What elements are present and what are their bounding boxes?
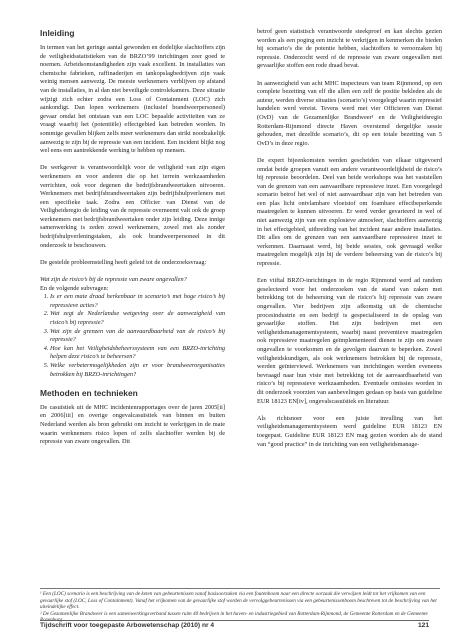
footnote-2: ² De Gezamenlijke Brandweer is een samenwerkingsverband tussen ruim 40 bedrijven in het haven- en industriegebied van Rotterdam-Rijnmond, de Gemeente Rotterdam en de Gemeente Rozenburg.	[40, 610, 428, 624]
paragraph: Een viiftal BRZO-inrichtingen in de regio Rijnmond werd ad random geselecteerd voor het onderzoeken van de stand van zaken met betrekking tot de beheersing van de risico’s bij repressie van zware ongevallen. Vier bedrijven zijn afkomstig uit de chemische procesindustrie en een bedrijf is gespecialiseerd in de opslag van gevaarlijke stoffen. Het zijn bedrijven met een veiligheidsmanagementsysteem, waarbij naast preventieve maatregelen ook repressieve maatregelen geïmplementeerd dienen te zijn om zware ongevallen te voorkomen en de gevolgen daarvan te beperken. Zowel veiligheidskundigen, als ook werknemers betrokken bij de repressie, werden geïnterviewd. Werknemers van inrichtingen werden eveneens bevraagd naar hun visie met betrekking tot de aanvaardbaarheid van risico’s bij repressieve werkzaamheden. Eventuele omissies worden in dit onderzoek voorzien van aanbevelingen gedaan op basis van guideline EUR 18123 EN[iv], ongevalscasuïstiek en literatuur.	[257, 277, 442, 405]
subquestions-intro: En de volgende subvragen:	[40, 284, 109, 292]
left-column	[40, 28, 225, 455]
paragraph: Als richtsnoer voor een juiste invulling van het veiligheidsmanagementsysteem werd guideline EUR 18123 EN toegepast. Guideline EUR 18123 EN mag gezien worden als de stand van “good practice” in de inrichting van een veiligheidsmanage-	[257, 414, 442, 448]
page-number: 121	[417, 622, 429, 629]
paragraph: betrof geen statistisch verantwoorde steekproef en kan slechts gezien worden als een poging een inzicht te verkrijgen in kenmerken die bieden bij scenario’s die de potentie hebben, slachtoffers te veroorzaken bij repressie. Onderzocht werd of de repressie van zware ongevallen met gevaarlijke stoffen een rode draad bevat.	[257, 28, 442, 70]
paragraph: De werkgever is verantwoordelijk voor de veiligheid van zijn eigen werknemers en voor anderen die op het terrein werkzaamheden verrichten, ook voor degenen die bedrijfsbrandweertaken uitvoeren. Werknemers met bedrijfsbrandweertaken zijn bedrijfshulpverleners met een specifieke taak. Zodra een Officier van Dienst van de Veiligheidsregio de leiding van de repressie overneemt valt ook de groep werknemers met bedrijfsbrandweertaken onder zijn leiding. Deze innige samenwerking is zeden zowel werknemers, zowel met als zonder bedrijfshulpverleningstaken, als ook brandweerpersoneel in dit onderzoek te beschouwen.	[40, 164, 225, 249]
section-heading-inleiding: Inleiding	[40, 28, 75, 38]
list-item: 5. Welke verbetermogelijkheden zijn er voor brandweerorganisaties betrokken bij BRZO-inrichtingen?	[50, 362, 225, 379]
journal-title: Tijdschrift voor toegepaste Arbowetenschap (2010) nr 4	[40, 622, 215, 629]
list-item: 3. Wat zijn de grenzen van de aanvaardbaarheid van de risico’s bij repressie?	[50, 328, 225, 345]
list-item: 1. Is er een mate draad herkenbaar in scenario’s met hoge risico’s bij repressieve acties?	[50, 293, 225, 310]
paragraph: De casuïstiek uit de MHC incidentenrapportages over de jaren 2005[ii] en 2006[iii] en overige ongevalcasuïstiek van binnen en buiten Nederland werden als bron gebruikt om inzicht te verkrijgen in de mate waarin werknemers risico lopen of zelfs slachtoffer werden bij de repressie van zware ongevallen. Dit	[40, 403, 225, 446]
section-heading-methoden: Methoden en technieken	[40, 387, 138, 398]
right-column	[257, 28, 442, 458]
paragraph: De gestelde probleemstelling heeft geleid tot de onderzoeksvraag:	[40, 258, 207, 266]
page-footer	[40, 620, 429, 629]
subquestion-list	[40, 293, 225, 379]
research-question: Wat zijn de risico’s bij de repressie van zware ongevallen?	[40, 276, 187, 284]
paragraph: De expert bijeenkomsten werden gescheiden van elkaar uitgevoerd omdat beide groepen vanuit een andere verantwoordelijkheid de risico’s bij repressie beoordelen. Deel van beide workshops was het vaststellen van de grenzen van een aanvaardbare repressieve inzet. Een voorgelegd scenario betrof het wel of niet aanvaardbaar zijn van het betreden van een plas licht ontvlambare vloeistof om foambare effectbeperkende maatregelen te kunnen uitvoeren. Er werd verder gevarieerd in wel of niet aanwezig zijn van een explosieve atmosfeer, slachtoffers aanwezig in het effectgebied, uitbreiding van het incident naar andere installaties. Dit alles om de grenzen van een aanvaardbare repressieve inzet te verkennen. Daarnaast werd, bij beide sessies, ook gevraagd welke maatregelen mogelijk zijn bij de verdere beheersing van de risico’s bij repressie.	[257, 156, 442, 268]
paragraph: In aanwezigheid van acht MHC inspecteurs van team Rijnmond, op een complete bezetting van elf die allen een zelf de positie bekleden als de auteur, werden diverse situaties (scenario’s) voorgelegd waarin repressief handelen werd vereist. Tevens werd met vier Officieren van Dienst (OvD) van de Gezamenlijke Brandweer¹ en de Veiligheidsregio Rotterdam-Rijnmond directe Haven overstemd dergelijke sessie gehouden, met dezelfde scenario’s, dit op een totale bezetting van 5 OvD’s in deze regio.	[257, 79, 442, 147]
footnotes	[40, 588, 440, 624]
footnote-1: ¹ Een (LOC) scenario is een beschrijving van de keten van gebeurtenissen vanaf basisoorzaken via een foutenboom naar een directe oorzaak die verwijzen leidt tot het vrijkomen van een gevaarlijke stof (LOC, Loss of Containment). Vanaf het vrijkomen van de gevaarlijke stof worden de vervolggebeurtenissen via een gebeurtenissenboom beschreven tot de beschrijving van het uiteindelijke effect.	[40, 591, 437, 611]
paragraph: In termen van het geringe aantal gewonden en dodelijke slachtoffers zijn de veiligheidsstatistieken van de BRZO’99 inrichtingen zeer goed te noemen. Arbeidsomstandigheden zijn vaak excellent. In installaties van chemische fabrieken, raffinaderijen en tankopslagbedrijven zijn vaak weinig mensen aanwezig. De meeste werknemers verblijven op afstand van de installaties, in al dan niet beveiligde controlekamers. Deze situatie wijzigt zich echter zodra een Loss of Containment (LOC) zich aankondigt. Dan lopen werknemers (inclusief brandweerpersoneel) gevaar omdat het ontstaan van een LOC bepaalde activiteiten van ze vraagt waarbij het (potentiële) effectgebied kan betreden worden. In sommige gevallen blijken zelfs meer werknemers dan strikt noodzakelijk aanwezig te zijn bij de repressie van een incident. Een incident blijkt nog wel eens een aantrekkende werking te hebben op mensen.	[40, 44, 225, 155]
list-item: 4. Hoe kan het Veiligheidsbeheerssysteem van een BRZO-inrichting helpen deze risico’s te beheersen?	[50, 345, 225, 362]
list-item: 2. Wat zegt de Nederlandse wetgeving over de aanwezigheid van risico’s bij repressie?	[50, 310, 225, 327]
